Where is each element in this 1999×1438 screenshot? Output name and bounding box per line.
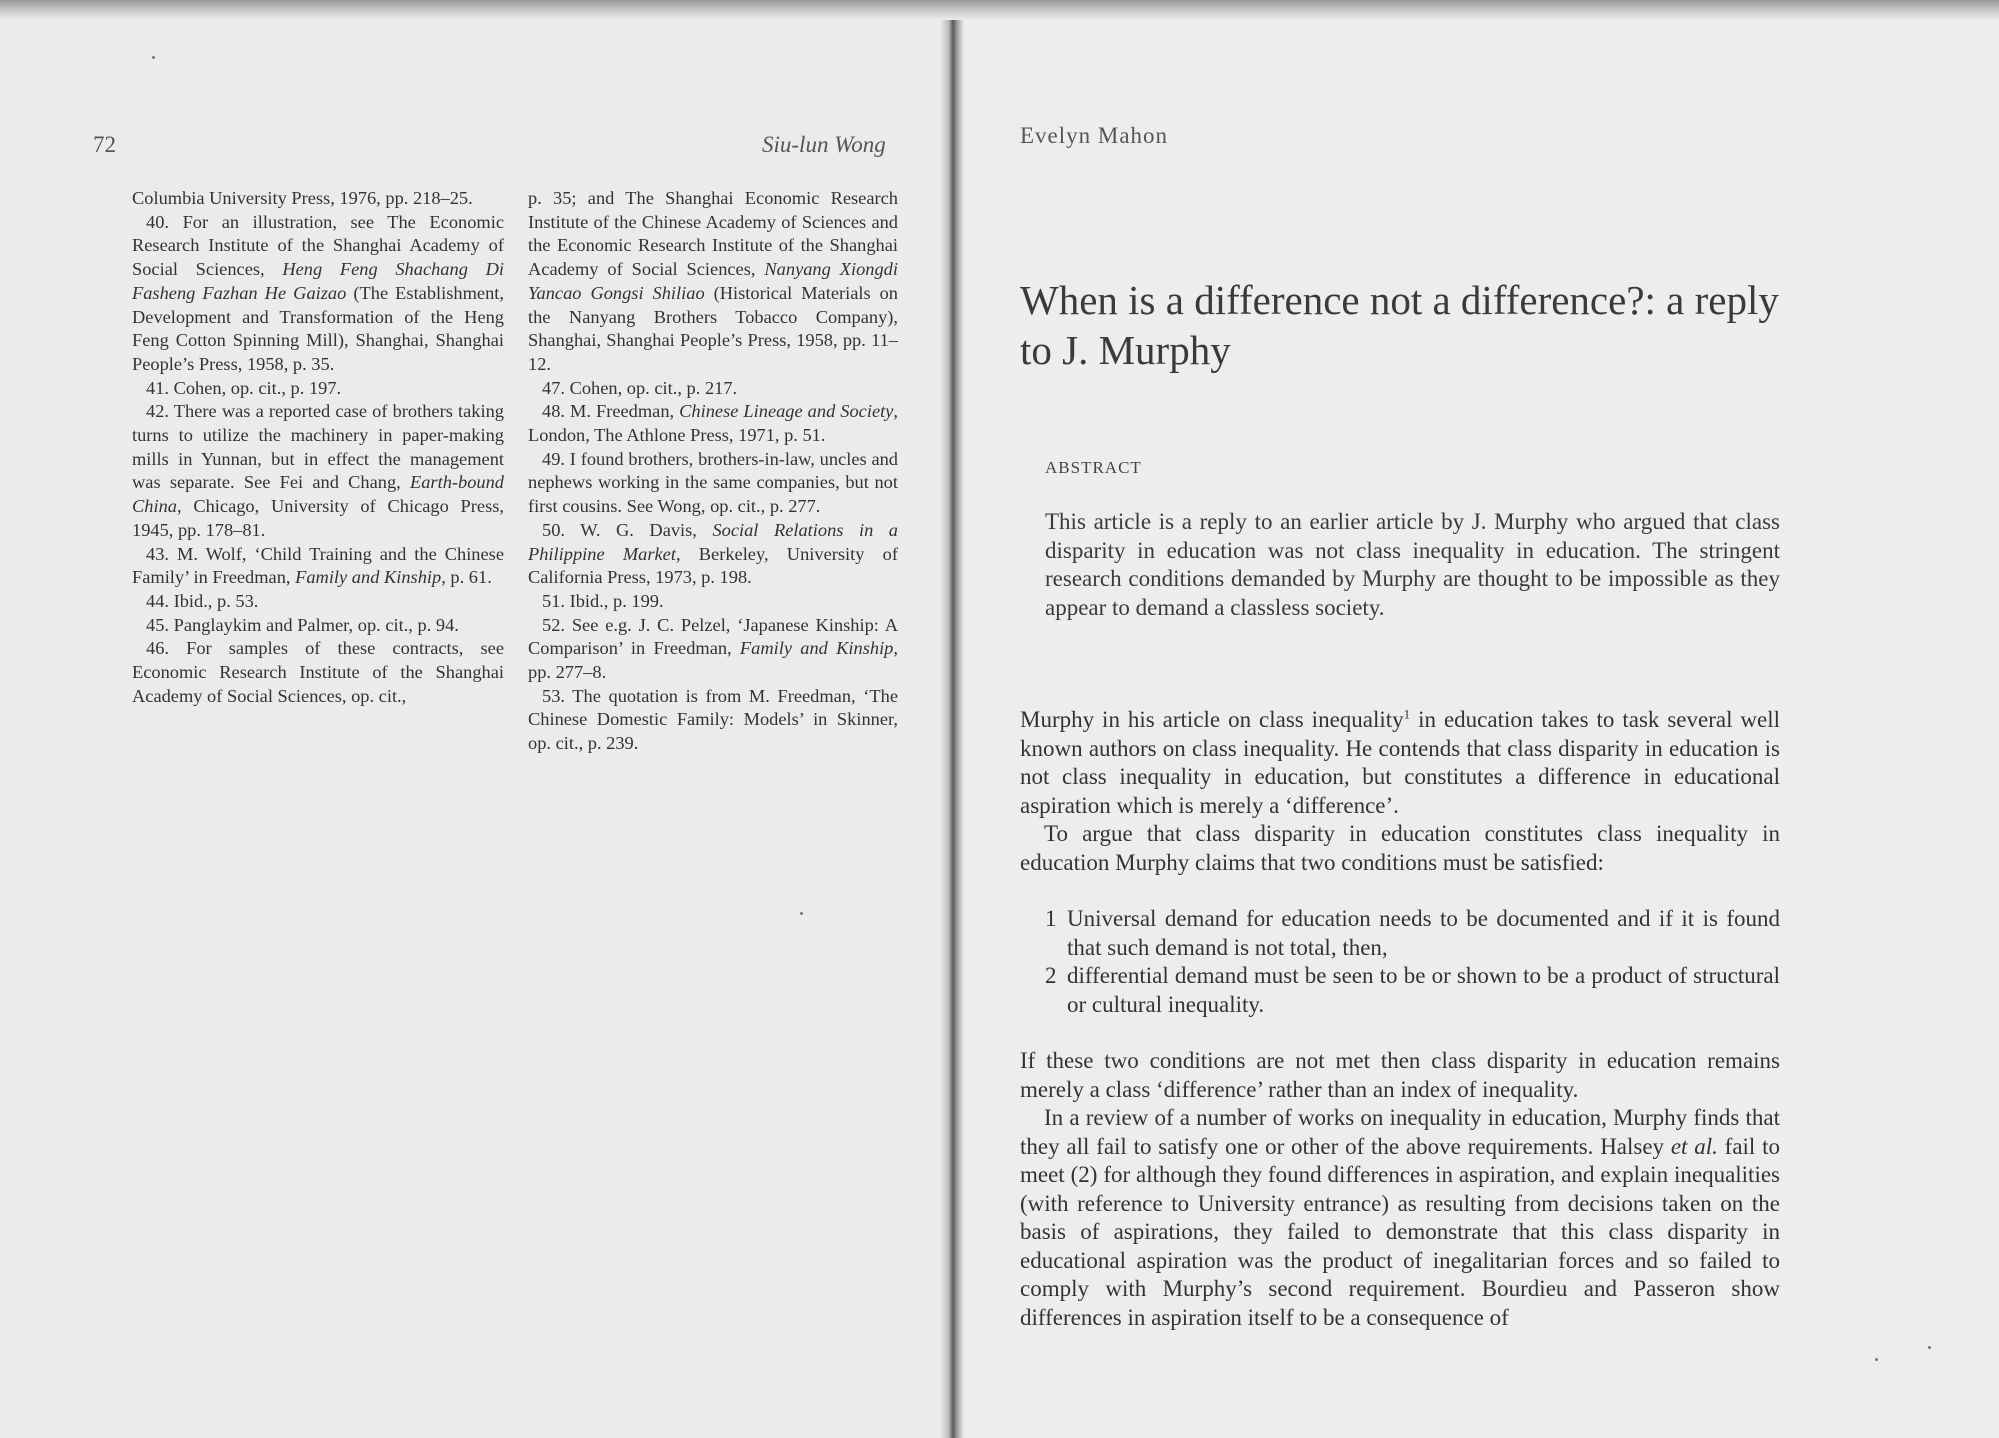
paragraph: Murphy in his article on class inequality$^1$ in education takes to task several well known authors on class inequality. He contends that class disparity in education is not class inequality in education, but constitutes a difference in educational aspiration which is merely a ‘difference’. <box>1020 706 1781 818</box>
body-intro <box>1020 706 1780 877</box>
paragraph: 46. For samples of these contracts, see Economic Research Institute of the Shanghai Academy of Social Sciences, op. cit., <box>132 638 504 706</box>
running-head-author-right: Evelyn Mahon <box>1020 123 1169 148</box>
notes-column-2 <box>528 187 898 756</box>
paragraph: 51. Ibid., p. 199. <box>542 590 664 611</box>
speck <box>1875 1358 1878 1361</box>
notes-column-1 <box>132 187 504 708</box>
speck <box>1928 1346 1931 1349</box>
running-head-author: Siu-lun Wong <box>762 132 886 157</box>
paragraph: 52. See e.g. J. C. Pelzel, ‘Japanese Kinship: A Comparison’ in Freedman, Family and Kinship, pp. 277–8. <box>528 614 898 683</box>
paragraph: 49. I found brothers, brothers-in-law, uncles and nephews working in the same companies, but not first cousins. See Wong, op. cit., p. 277. <box>528 448 898 517</box>
condition-text: Universal demand for education needs to be documented and if it is found that such demand is not total, then, <box>1067 906 1780 960</box>
paragraph: In a review of a number of works on inequality in education, Murphy finds that they all fail to satisfy one or other of the above requirements. Halsey et al. fail to meet (2) for although they found differences in aspiration, and explain inequalities (with reference to University entrance) as resulting from decisions taken on the basis of aspirations, they failed to demonstrate that this class disparity in educational aspiration was the product of inegalitarian forces and so failed to comply with Murphy’s second requirement. Bourdieu and Passeron show differences in aspiration itself to be a consequence of <box>1020 1105 1780 1330</box>
body-continued <box>1020 1047 1780 1332</box>
paragraph: 40. For an illustration, see The Economic Research Institute of the Shanghai Academy of Social Sciences, Heng Feng Shachang Di Fasheng Fazhan He Gaizao (The Establishment, Development and Transformation of the Heng Feng Cotton Spinning Mill), Shanghai, Shanghai People’s Press, 1958, p. 35. <box>132 211 504 374</box>
page-number: 72 <box>93 132 116 157</box>
paragraph: 43. M. Wolf, ‘Child Training and the Chinese Family’ in Freedman, Family and Kinship, p. 61. <box>132 543 504 588</box>
paragraph: 47. Cohen, op. cit., p. 217. <box>542 377 738 398</box>
scan-top-edge <box>0 0 1999 20</box>
condition-number: 2 <box>1045 963 1057 988</box>
book-spine <box>940 20 964 1438</box>
paragraph: 48. M. Freedman, Chinese Lineage and Society, London, The Athlone Press, 1971, p. 51. <box>528 401 898 446</box>
article-title: When is a difference not a difference?: a reply to J. Murphy <box>1020 277 1779 373</box>
article-body <box>1020 706 1780 1332</box>
condition-text: differential demand must be seen to be or shown to be a product of structural or cultural inequality. <box>1067 963 1780 1017</box>
abstract-label: ABSTRACT <box>1045 458 1142 477</box>
paragraph: p. 35; and The Shanghai Economic Research Institute of the Chinese Academy of Sciences and the Economic Research Institute of the Shanghai Academy of Social Sciences, Nanyang Xiongdi Yancao Gongsi Shiliao (Historical Materials on the Nanyang Brothers Tobacco Company), Shanghai, Shanghai People’s Press, 1958, pp. 11–12. <box>528 188 898 374</box>
paragraph: 44. Ibid., p. 53. <box>146 590 259 611</box>
condition-item <box>1045 962 1780 1019</box>
speck <box>152 56 155 59</box>
paragraph: To argue that class disparity in education constitutes class inequality in education Murphy claims that two conditions must be satisfied: <box>1020 821 1780 875</box>
abstract-text: This article is a reply to an earlier article by J. Murphy who argued that class disparity in education was not class inequality in education. The stringent research conditions demanded by Murphy are thought to be impossible as they appear to demand a classless society. <box>1045 509 1780 620</box>
speck <box>800 912 803 915</box>
condition-item <box>1045 905 1780 962</box>
paragraph: 45. Panglaykim and Palmer, op. cit., p. 94. <box>146 614 459 635</box>
paragraph: 42. There was a reported case of brothers taking turns to utilize the machinery in paper-making mills in Yunnan, but in effect the management was separate. See Fei and Chang, Earth-bound China, Chicago, University of Chicago Press, 1945, pp. 178–81. <box>132 401 504 540</box>
conditions-list <box>1045 905 1780 1019</box>
paragraph: 50. W. G. Davis, Social Relations in a Philippine Market, Berkeley, University of California Press, 1973, p. 198. <box>528 519 898 588</box>
paragraph: 53. The quotation is from M. Freedman, ‘The Chinese Domestic Family: Models’ in Skinner, op. cit., p. 239. <box>528 685 898 754</box>
paragraph: If these two conditions are not met then class disparity in education remains merely a class ‘difference’ rather than an index of inequality. <box>1020 1048 1780 1102</box>
paragraph: Columbia University Press, 1976, pp. 218–25. <box>132 188 473 208</box>
paragraph: 41. Cohen, op. cit., p. 197. <box>146 377 342 398</box>
condition-number: 1 <box>1045 906 1057 931</box>
